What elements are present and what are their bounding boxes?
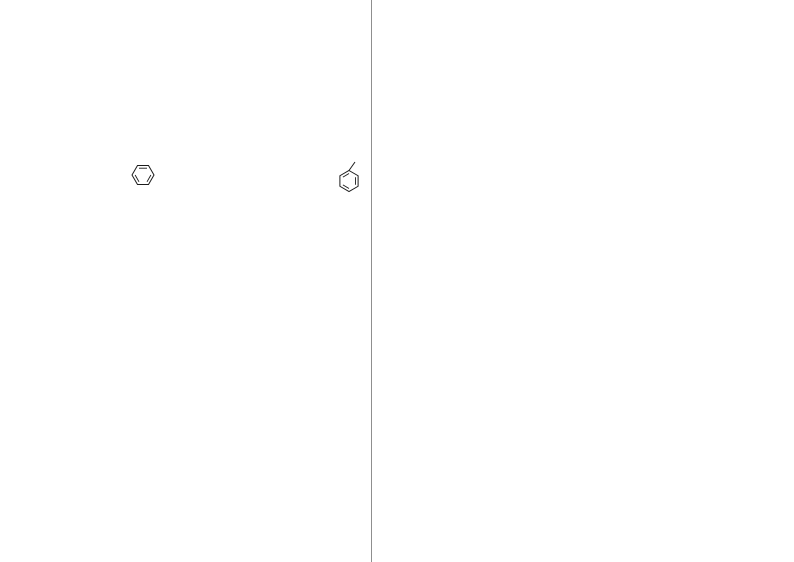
benzene-ring-icon bbox=[130, 162, 156, 188]
column-divider bbox=[371, 0, 372, 562]
benzene-ring-icon bbox=[336, 158, 364, 196]
